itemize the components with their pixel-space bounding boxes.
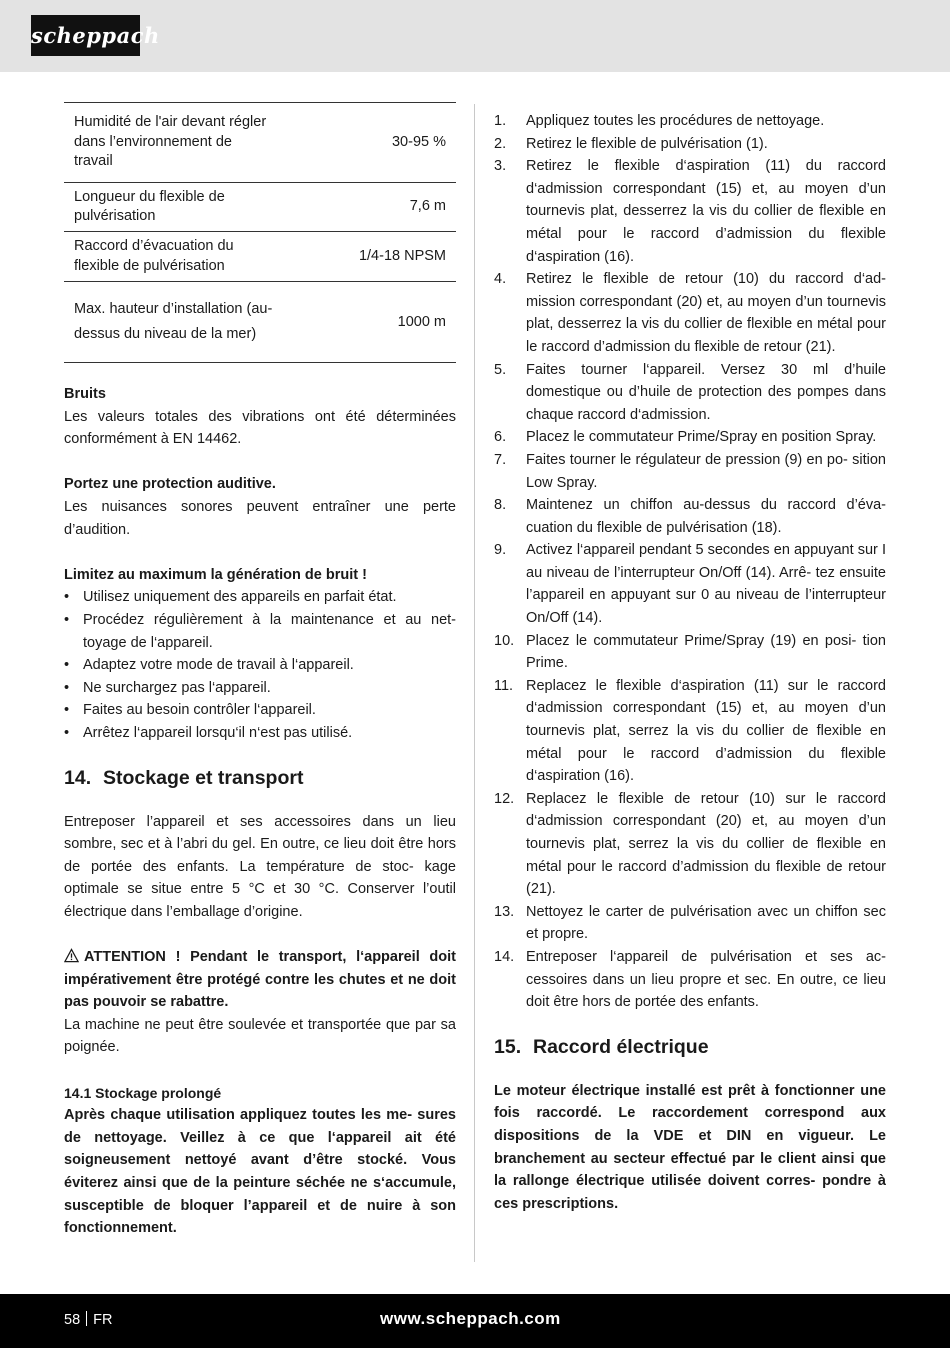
transport-warning bbox=[64, 946, 456, 1014]
section-15-heading bbox=[494, 1034, 886, 1060]
subsection-text: Après chaque utilisation appliquez toutes les me- sures de nettoyage. Veillez à ce que l‘appareil ait été soigneusement nettoyé avant d’être stocké. Vous éviterez ainsi que de la peinture séchée ne s‘accumule, susceptible de bloquer l’appareil et de nuire à son fonctionnement. bbox=[64, 1107, 456, 1237]
spec-row bbox=[64, 282, 456, 363]
step-text: Retirez le flexible de pulvérisation (1). bbox=[526, 135, 768, 152]
storage-text: Entreposer l’appareil et ses accessoires dans un lieu sombre, sec et à l’abri du gel. En outre, ce lieu doit être hors de portée des enfants. La température de stoc- kage optimale se situe entre 5 °C et 30 °C. Conserver l’outil électrique dans l’emballage d’origine. bbox=[64, 813, 456, 920]
list-item bbox=[494, 155, 886, 268]
subsection-title: 14.1 Stockage prolongé bbox=[64, 1084, 222, 1101]
spec-value: 1/4-18 NPSM bbox=[358, 247, 446, 264]
spec-value: 1000 m bbox=[397, 313, 446, 330]
warning-text: La machine ne peut être soulevée et transportée que par sa poignée. bbox=[64, 1016, 456, 1056]
step-text: Placez le commutateur Prime/Spray en position Spray. bbox=[526, 429, 877, 446]
protection-text: Les nuisances sonores peuvent entraîner une perte d’audition. bbox=[64, 498, 456, 538]
list-item bbox=[494, 268, 886, 358]
noise-title: Bruits bbox=[64, 386, 106, 402]
list-item: • Procédez régulièrement à la maintenance et au net- toyage de l‘appareil. bbox=[64, 609, 456, 654]
list-item: • Utilisez uniquement des appareils en parfait état. bbox=[64, 586, 456, 609]
list-item: • Adaptez votre mode de travail à l‘appareil. bbox=[64, 654, 456, 677]
limit-noise-title: Limitez au maximum la génération de bruit ! bbox=[64, 566, 367, 583]
right-column bbox=[494, 110, 886, 1215]
brand-logo: scheppach bbox=[31, 15, 140, 56]
list-item: • Ne surchargez pas l‘appareil. bbox=[64, 677, 456, 700]
step-number: 2. bbox=[494, 135, 507, 152]
list-item: • Faites au besoin contrôler l‘appareil. bbox=[64, 699, 456, 722]
spec-value: 30-95 % bbox=[391, 133, 446, 150]
list-item bbox=[494, 133, 886, 156]
warning-bold-text: ATTENTION ! Pendant le transport, l‘appareil doit impérativement être protégé contre les chutes et ne doit pas pouvoir se rabattre. bbox=[64, 949, 456, 1011]
list-item bbox=[494, 675, 886, 788]
spec-value: 7,6 m bbox=[409, 198, 446, 215]
list-item bbox=[494, 788, 886, 901]
step-number: 3. bbox=[494, 158, 507, 175]
warning-triangle-icon bbox=[64, 948, 79, 963]
step-number: 8. bbox=[494, 497, 507, 514]
list-item bbox=[494, 946, 886, 1014]
list-item bbox=[494, 494, 886, 539]
list-item bbox=[494, 449, 886, 494]
noise-text: Les valeurs totales des vibrations ont été déterminées conformément à EN 14462. bbox=[64, 408, 456, 448]
step-text: Retirez le flexible de retour (10) du raccord d‘ad- mission correspondant (20) et, au moyen d’un tournevis plat, desserrez la vis du collier de flexible en métal pour le raccord d’admission du flexible de retour (21). bbox=[526, 271, 886, 355]
list-item bbox=[494, 110, 886, 133]
step-text: Maintenez un chiffon au-dessus du raccord d’éva- cuation du flexible de pulvérisation (18). bbox=[526, 497, 886, 536]
section-14-heading bbox=[64, 765, 456, 791]
step-number: 10. bbox=[494, 632, 515, 649]
step-number: 6. bbox=[494, 429, 507, 446]
list-item: • Arrêtez l‘appareil lorsqu‘il n‘est pas utilisé. bbox=[64, 722, 456, 745]
spec-row bbox=[64, 232, 456, 282]
step-number: 14. bbox=[494, 948, 515, 965]
step-text: Activez l‘appareil pendant 5 secondes en appuyant sur I au niveau de l’interrupteur On/Off (14). Arrê- tez ensuite l’appareil en appuyant sur 0 au niveau de l’interrupteur On/Off (14). bbox=[526, 542, 886, 627]
noise-bullet-list bbox=[64, 586, 456, 744]
page-number: 58 bbox=[64, 1312, 81, 1328]
step-text: Replacez le flexible d‘aspiration (11) sur le raccord d‘admission correspondant (15) et, au moyen d’un tournevis plat, serrez la vis du collier de flexible en métal pour le raccord d’admission du flexible d‘aspiration (16). bbox=[526, 677, 886, 785]
step-number: 7. bbox=[494, 451, 507, 468]
step-number: 12. bbox=[494, 790, 515, 807]
language-code: FR bbox=[93, 1312, 113, 1328]
section-title: Raccord électrique bbox=[533, 1035, 709, 1058]
spec-row bbox=[64, 183, 456, 232]
step-number: 9. bbox=[494, 542, 507, 559]
website-url: www.scheppach.com bbox=[380, 1309, 561, 1328]
step-text: Faites tourner le régulateur de pression (9) en po- sition Low Spray. bbox=[526, 451, 886, 491]
spec-table bbox=[64, 102, 456, 363]
electrical-text: Le moteur électrique installé est prêt à fonctionner une fois raccordé. Le raccordement correspond aux dispositions de la VDE et DIN en vigueur. Le branchement au secteur effectué par le client ainsi que la rallonge électrique utilisée doivent corres- pondre à ces prescriptions. bbox=[494, 1082, 886, 1212]
list-item bbox=[494, 359, 886, 427]
list-item bbox=[494, 426, 886, 449]
separator bbox=[86, 1311, 87, 1326]
step-text: Replacez le flexible de retour (10) sur le raccord d‘admission correspondant (20) et, au moyen d’un tournevis plat, serrez la vis du collier de flexible en métal pour le raccord d’admission du flexible de retour (21). bbox=[526, 790, 886, 898]
left-column bbox=[64, 102, 456, 1240]
footer-bar bbox=[0, 1294, 950, 1348]
step-text: Entreposer l‘appareil de pulvérisation et ses ac- cessoires dans un lieu propre et sec. En outre, ce lieu doit être hors de portée des enfants. bbox=[526, 948, 886, 1011]
page-indicator bbox=[64, 1309, 112, 1331]
spec-row bbox=[64, 103, 456, 183]
list-item bbox=[494, 630, 886, 675]
step-text: Nettoyez le carter de pulvérisation avec un chiffon sec et propre. bbox=[526, 903, 886, 943]
protection-title: Portez une protection auditive. bbox=[64, 476, 276, 493]
section-title: Stockage et transport bbox=[103, 766, 304, 789]
step-text: Appliquez toutes les procédures de nettoyage. bbox=[526, 113, 825, 129]
step-number: 4. bbox=[494, 271, 507, 288]
header-bar bbox=[0, 0, 950, 72]
step-text: Faites tourner l‘appareil. Versez 30 ml d’huile domestique ou d’huile de protection des pompes dans chaque raccord d‘admission. bbox=[526, 361, 886, 423]
list-item bbox=[494, 901, 886, 946]
step-number: 11. bbox=[494, 677, 514, 694]
spec-label: Longueur du flexible de pulvérisation bbox=[74, 188, 225, 224]
step-number: 5. bbox=[494, 361, 507, 378]
step-text: Retirez le flexible d‘aspiration (11) du raccord d‘admission correspondant (15) et, au moyen d’un tournevis plat, desserrez la vis du collier de flexible en métal pour le raccord d’admission du flexible d‘aspiration (16). bbox=[526, 158, 886, 265]
section-number: 14. bbox=[64, 766, 92, 789]
spec-label: Humidité de l'air devant régler dans l’environnement de travail bbox=[74, 114, 267, 170]
column-divider bbox=[474, 104, 475, 1262]
spec-label: Raccord d’évacuation du flexible de pulvérisation bbox=[74, 238, 234, 274]
spec-label: Max. hauteur d’installation (au-dessus du niveau de la mer) bbox=[74, 301, 273, 342]
step-text: Placez le commutateur Prime/Spray (19) en posi- tion Prime. bbox=[526, 632, 886, 672]
cleaning-steps-list bbox=[494, 110, 886, 1014]
step-number: 1. bbox=[494, 113, 507, 129]
step-number: 13. bbox=[494, 903, 515, 920]
section-number: 15. bbox=[494, 1035, 522, 1058]
list-item bbox=[494, 539, 886, 629]
